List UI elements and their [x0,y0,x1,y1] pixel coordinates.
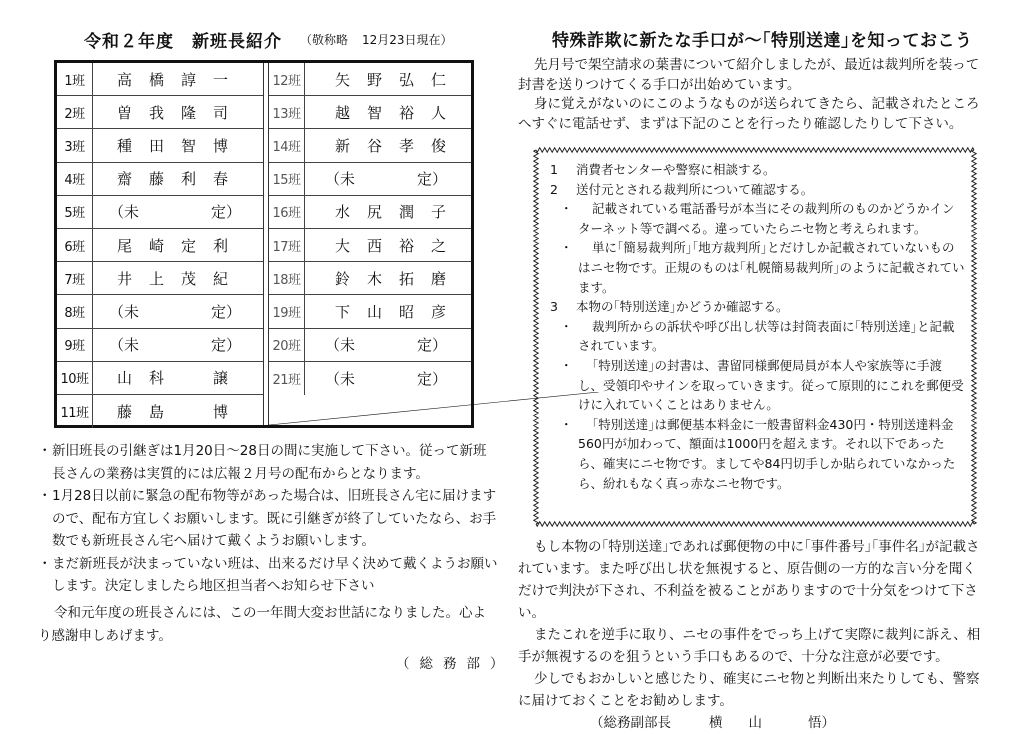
leader-undecided [93,329,263,361]
roster-subtitle [300,31,453,48]
roster-row [57,362,263,395]
step-number: 1 [550,162,558,177]
roster-row [57,163,263,196]
undecided-open: （未 [325,369,356,388]
outro-paragraph: またこれを逆手に取り、ニセの事件をでっち上げて実際に裁判に訴え、相手が無視するのを狙うという手口もあるので、十分な注意が必要です。 [518,627,981,665]
bullet-icon: ・ [560,357,573,373]
note-item [38,485,498,553]
leader-undecided [305,163,471,195]
group-number: 19班 [269,295,305,327]
roster-row [57,229,263,262]
roster-row [269,196,471,229]
roster-row [57,129,263,162]
leader-name: 齋藤利春 [117,170,246,189]
checklist-bullet [546,317,966,356]
bullet-text: 単に｢簡易裁判所｣｢地方裁判所｣とだけしか記載されていないものはニセ物です。正規のものは｢札幌簡易裁判所｣のように記載されています。 [578,240,965,295]
intro-paragraph: 身に覚えがないのにこのようなものが送られてきたら、記載されたところへすぐに電話せず、まずは下記のことを行ったり確認したりして下さい。 [518,96,980,132]
leader-name: 矢野弘仁 [335,70,464,89]
group-number: 3班 [57,129,93,161]
leader-name: 藤島 博 [117,403,246,422]
roster-title-year: 令和２年度 [84,32,174,52]
thanks-message: 令和元年度の班長さんには、この一年間大変お世話になりました。心より感謝申しあげます。 [38,605,486,644]
leader-name: 新谷孝俊 [335,136,464,155]
leader-name: 種田智博 [117,136,246,155]
undecided-close: 定） [210,302,241,321]
checklist-bullet [546,199,966,238]
roster-row [57,63,263,96]
roster-row [269,229,471,262]
roster-row [269,96,471,129]
group-number: 11班 [57,395,93,428]
group-number: 15班 [269,163,305,195]
leader-undecided [305,329,471,361]
bullet-icon: ・ [560,240,573,256]
bullet-text: ｢特別送達｣の封書は、書留同様郵便局員が本人や家族等に手渡し、受領印やサインを取っていきます。従って原則的にこれを郵便受けに入れていくことはありません。 [578,357,964,413]
roster-row [269,329,471,362]
leader-undecided [93,196,263,228]
thanks-signature: （総務部） [396,656,514,672]
step-number: 2 [550,181,558,197]
leader-name: 越智裕人 [335,103,464,122]
roster-row [269,262,471,295]
group-number: 8班 [57,295,93,327]
step-text: 消費者センターや警察に相談する。 [576,162,776,177]
fraud-intro [518,56,988,134]
leader-undecided [93,295,263,327]
note-text: 1月28日以前に緊急の配布物等があった場合は、旧班長さん宅に届けますので、配布方宜しくお願いします。既に引継ぎが終了していたなら、お手数でも新班長さん宅へ届けて戴くようお願いします。 [52,488,497,549]
note-text: 新旧班長の引継ぎは1月20日～28日の間に実施して下さい。従って新班長さんの業務は実質的には広報２月号の配布からとなります。 [52,443,487,482]
signature-family-2: 山 [748,715,762,731]
bullet-icon: ・ [38,555,52,572]
outro-paragraph: もし本物の｢特別送達｣であれば郵便物の中に｢事件番号｣｢事件名｣が記載されています。また呼び出し状を無視すると、原告側の一方的な言い分を聞くだけで判決が下され、不利益を被ることがありますので十分気をつけて下さい。 [518,539,980,621]
bullet-icon: ・ [38,443,52,459]
note-item [38,440,498,485]
leader-name: 大西裕之 [335,236,464,255]
bullet-icon: ・ [560,318,573,334]
group-number: 17班 [269,229,305,261]
checklist-step [546,160,966,180]
fraud-article-title: 特殊詐欺に新たな手口が～｢特別送達｣を知っておこう [552,31,973,51]
group-number: 13班 [269,96,305,128]
checklist-bullet [546,356,966,415]
bullet-icon: ・ [560,201,573,217]
leader-name: 水尻潤子 [335,203,464,222]
outro-text: 少しでもおかしいと感じたり、確実にニセ物と判断出来たりしても、警察に届けておくことをお勧めします。 [518,671,980,709]
roster-column-right [269,63,471,425]
step-text: 送付元とされる裁判所について確認する。 [576,181,814,197]
undecided-close: 定） [416,336,447,355]
group-number: 21班 [269,362,305,395]
group-number: 18班 [269,262,305,294]
group-number: 1班 [57,63,93,95]
step-text: 本物の｢特別送達｣かどうか確認する。 [576,299,789,315]
signature-given: 悟） [808,715,835,731]
group-number: 10班 [57,362,93,394]
outro-paragraph [518,668,988,734]
note-item [38,553,498,598]
group-number: 12班 [269,63,305,95]
roster-title-main: 新班長紹介 [192,32,282,52]
roster-title [84,27,282,52]
leader-name: 山科 譲 [117,369,246,388]
group-number: 16班 [269,196,305,228]
roster-row [269,362,471,395]
checklist [546,160,966,493]
undecided-close: 定） [210,336,241,355]
honorific-note: （敬称略 [300,33,349,47]
intro-paragraph: 先月号で架空請求の葉書について紹介しましたが、最近は裁判所を装って封書を送りつけてくる手口が出始めています。 [518,57,980,93]
bullet-text: 記載されている電話番号が本当にその裁判所のものかどうかインターネット等で調べる。違っていたらニセ物と考えられます。 [578,201,955,236]
group-number: 2班 [57,96,93,128]
as-of-date: 12月23日現在） [362,33,453,47]
undecided-close: 定） [416,369,447,388]
checklist-bullet [546,415,966,493]
undecided-open: （未 [109,302,140,321]
leader-name: 下山昭彦 [335,302,464,321]
checklist-step [546,297,966,317]
leader-name: 鈴木拓磨 [335,269,464,288]
bullet-icon: ・ [560,416,573,432]
roster-row [57,196,263,229]
checklist-bullet [546,238,966,297]
roster-row [269,129,471,162]
undecided-open: （未 [325,336,356,355]
bullet-icon: ・ [38,488,52,504]
roster-row [57,262,263,295]
bullet-text: 裁判所からの訴状や呼び出し状等は封筒表面に｢特別送達｣と記載されています。 [578,318,955,354]
notes-list [38,440,498,598]
group-number: 5班 [57,196,93,228]
undecided-open: （未 [109,203,140,222]
roster-row [57,96,263,129]
leader-name: 高橋諄一 [117,70,246,89]
checklist-step [546,180,966,200]
leader-name: 尾崎定利 [117,236,246,255]
roster-column-left [57,63,263,425]
article-signature [558,712,835,734]
group-number: 14班 [269,129,305,161]
undecided-close: 定） [210,203,241,222]
undecided-close: 定） [416,170,447,189]
roster-table [54,60,474,428]
undecided-open: （未 [325,170,356,189]
undecided-open: （未 [109,336,140,355]
note-text: まだ新班長が決まっていない班は、出来るだけ早く決めて戴くようお願いします。決定しましたら地区担当者へお知らせ下さい [52,555,498,594]
step-number: 3 [550,299,558,315]
bullet-text: ｢特別送達｣は郵便基本料金に一般書留料金430円・特別送達料金560円が加わって、額面は1000円を超えます。それ以下であったら、確実にニセ物です。ましてや84円切手しか貼られていなかったら、紛れもなく真っ赤なニセ物です。 [578,416,956,491]
fraud-outro [518,536,988,734]
leader-undecided [305,362,471,395]
roster-row [57,395,263,428]
roster-row [269,63,471,96]
group-number: 6班 [57,229,93,261]
signature-family-1: 横 [709,715,723,731]
roster-row [57,329,263,362]
group-number: 4班 [57,163,93,195]
leader-name: 井上茂紀 [117,269,246,288]
roster-row [269,295,471,328]
group-number: 9班 [57,329,93,361]
leader-name: 曽我隆司 [117,103,246,122]
signature-title: （総務副部長 [590,715,671,731]
roster-row [269,163,471,196]
group-number: 20班 [269,329,305,361]
roster-row [57,295,263,328]
group-number: 7班 [57,262,93,294]
